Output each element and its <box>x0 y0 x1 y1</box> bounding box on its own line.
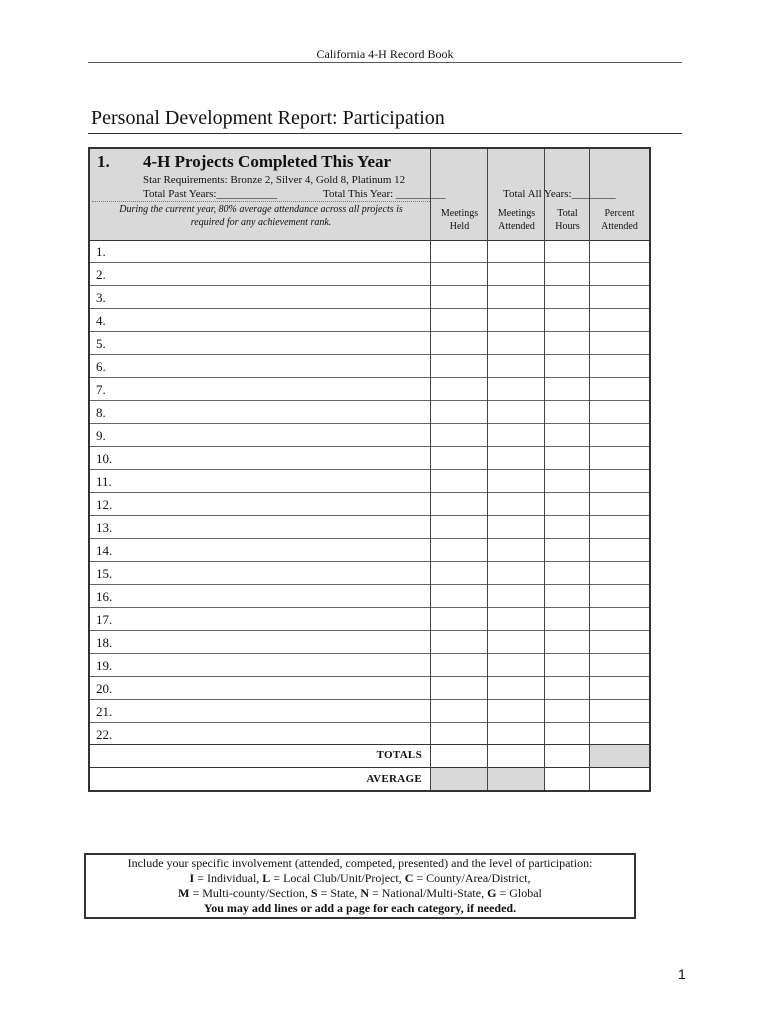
legend-key-i: I <box>189 871 195 885</box>
record-book-header: California 4-H Record Book <box>316 47 454 61</box>
col-meetings-attended-line2: Attended <box>498 221 535 232</box>
totals-percent-shaded <box>590 744 649 767</box>
table-row[interactable] <box>90 723 649 746</box>
col-percent-attended-line2: Attended <box>601 221 638 232</box>
row-number-label: 20. <box>96 681 113 696</box>
table-row[interactable] <box>90 677 649 700</box>
legend-key-c: C <box>404 871 414 885</box>
totals-row <box>90 744 649 768</box>
col-divider-1 <box>430 149 431 790</box>
table-row[interactable] <box>90 355 649 378</box>
table-row[interactable] <box>90 470 649 493</box>
legend-text-l: = Local Club/Unit/Project, <box>270 871 405 885</box>
legend-key-l: L <box>262 871 271 885</box>
table-row[interactable] <box>90 286 649 309</box>
legend-key-m: M <box>178 886 190 900</box>
legend-text-g: = Global <box>496 886 542 900</box>
section-title: 4-H Projects Completed This Year <box>143 152 392 171</box>
legend-line1: Include your specific involvement (attended, competed, presented) and the level of participation: <box>127 856 593 870</box>
col-total-hours-line1: Total <box>557 208 578 219</box>
row-number-label: 3. <box>96 290 106 305</box>
row-number-label: 17. <box>96 612 113 627</box>
col-meetings-attended-line1: Meetings <box>497 208 536 219</box>
col-total-hours <box>545 207 590 233</box>
row-number-label: 18. <box>96 635 113 650</box>
header-divider <box>88 62 682 63</box>
total-past-years-field[interactable]: Total Past Years:___________ <box>143 188 277 200</box>
row-number-label: 10. <box>96 451 113 466</box>
legend-line4 <box>86 901 634 916</box>
col-percent-attended <box>590 207 649 233</box>
table-row[interactable] <box>90 654 649 677</box>
table-row[interactable] <box>90 447 649 470</box>
totals-label: TOTALS <box>376 749 422 761</box>
table-row[interactable] <box>90 493 649 516</box>
col-meetings-held-line2: Held <box>449 221 470 232</box>
row-number-label: 6. <box>96 359 106 374</box>
attendance-note-line1: During the current year, 80% average attendance across all projects is <box>119 204 403 215</box>
row-number-label: 8. <box>96 405 106 420</box>
col-divider-4 <box>589 149 590 790</box>
section-number: 1. <box>97 152 110 171</box>
col-divider-2 <box>487 149 488 790</box>
attendance-note-line2: required for any achievement rank. <box>190 217 332 228</box>
col-total-hours-line2: Hours <box>555 221 580 232</box>
table-header <box>90 149 649 241</box>
col-percent-attended-line1: Percent <box>604 208 635 219</box>
row-number-label: 2. <box>96 267 106 282</box>
table-row[interactable] <box>90 539 649 562</box>
col-meetings-held-line1: Meetings <box>440 208 479 219</box>
table-row[interactable] <box>90 401 649 424</box>
row-number-label: 4. <box>96 313 106 328</box>
average-row <box>90 768 649 792</box>
participation-table <box>88 147 651 792</box>
table-row[interactable] <box>90 332 649 355</box>
legend-key-s: S <box>310 886 318 900</box>
table-row[interactable] <box>90 562 649 585</box>
legend-line2 <box>86 871 634 886</box>
average-meetings-shaded <box>431 768 545 790</box>
star-requirements: Star Requirements: Bronze 2, Silver 4, Gold 8, Platinum 12 <box>143 174 406 186</box>
attendance-note <box>92 203 430 229</box>
row-number-label: 12. <box>96 497 113 512</box>
table-row[interactable] <box>90 424 649 447</box>
legend-text-s: = State, <box>317 886 361 900</box>
legend-line3 <box>86 886 634 901</box>
legend-add-lines-note: You may add lines or add a page for each category, if needed. <box>203 901 517 915</box>
note-divider <box>92 201 430 202</box>
table-row[interactable] <box>90 240 649 263</box>
row-number-label: 14. <box>96 543 113 558</box>
row-number-label: 11. <box>96 474 112 489</box>
legend-text-n: = National/Multi-State, <box>369 886 488 900</box>
table-row[interactable] <box>90 608 649 631</box>
table-row[interactable] <box>90 631 649 654</box>
totals-top-rule <box>90 744 649 745</box>
col-meetings-attended <box>488 207 545 233</box>
title-divider <box>88 133 682 134</box>
page-number: 1 <box>678 966 686 982</box>
table-row[interactable] <box>90 516 649 539</box>
table-row[interactable] <box>90 700 649 723</box>
row-number-label: 15. <box>96 566 113 581</box>
table-row[interactable] <box>90 585 649 608</box>
total-this-year-field[interactable]: Total This Year: _________ <box>323 188 446 200</box>
total-all-years-field[interactable]: Total All Years:________ <box>503 188 616 200</box>
participation-legend <box>84 853 636 919</box>
row-number-label: 13. <box>96 520 113 535</box>
row-number-label: 22. <box>96 727 113 742</box>
table-row[interactable] <box>90 309 649 332</box>
page-title: Personal Development Report: Participation <box>91 107 445 129</box>
row-number-label: 19. <box>96 658 113 673</box>
row-number-label: 9. <box>96 428 106 443</box>
legend-text-i: = Individual, <box>194 871 263 885</box>
row-number-label: 16. <box>96 589 113 604</box>
row-number-label: 1. <box>96 244 106 259</box>
average-label: AVERAGE <box>366 773 422 785</box>
legend-key-g: G <box>487 886 497 900</box>
legend-text-c: = County/Area/District, <box>413 871 531 885</box>
col-divider-3 <box>544 149 545 790</box>
col-meetings-held <box>431 207 488 233</box>
table-row[interactable] <box>90 378 649 401</box>
row-number-label: 5. <box>96 336 106 351</box>
table-row[interactable] <box>90 263 649 286</box>
legend-text-m: = Multi-county/Section, <box>189 886 311 900</box>
row-number-label: 7. <box>96 382 106 397</box>
legend-key-n: N <box>360 886 369 900</box>
row-number-label: 21. <box>96 704 113 719</box>
